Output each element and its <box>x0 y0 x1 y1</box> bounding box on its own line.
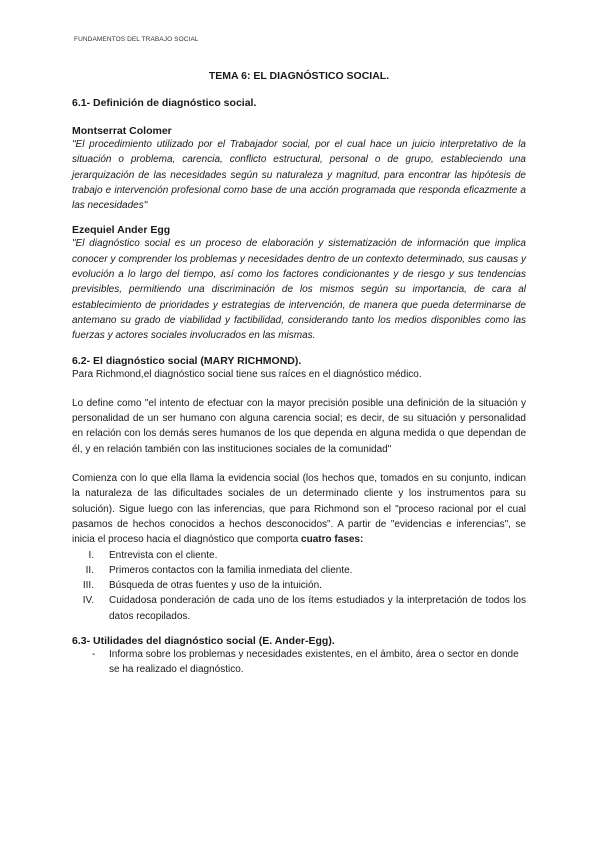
phases-list <box>72 548 526 624</box>
phase-text: Cuidadosa ponderación de cada uno de los ítems estudiados y la interpretación de todos los datos recopilados. <box>109 595 526 622</box>
document-page <box>72 70 526 678</box>
section-2-intro: Para Richmond,el diagnóstico social tiene sus raíces en el diagnóstico médico. <box>72 368 422 380</box>
author-quote: "El diagnóstico social es un proceso de elaboración y sistematización de información que implica conocer y comprender los problemas y necesidades dentro de un contexto determinado, sus causas y evolución a lo largo del tiempo, así como los factores condicionantes y de riesgo y sus tendencias previsibles, permitiendo una discriminación de los mismos según su importancia, de cara al establecimiento de prioridades y estrategias de intervención, de manera que pueda determinarse de antemano su grado de viabilidad y factibilidad, considerando tanto los medios disponibles como las fuerzas y actores sociales involucrados en las mismas. <box>72 238 526 342</box>
process-paragraph <box>72 471 526 547</box>
phase-text: Búsqueda de otras fuentes y uso de la intuición. <box>109 580 322 592</box>
list-item <box>72 548 526 563</box>
author-name: Montserrat Colomer <box>72 125 172 137</box>
phases-label: cuatro fases: <box>301 534 364 546</box>
list-item <box>72 578 526 593</box>
section-1-heading: 6.1- Definición de diagnóstico social. <box>72 97 257 109</box>
section-3-heading: 6.3- Utilidades del diagnóstico social (E. Ander-Egg). <box>72 635 335 648</box>
document-title: TEMA 6: EL DIAGNÓSTICO SOCIAL. <box>208 70 390 82</box>
roman-numeral: III. <box>82 580 94 592</box>
phase-text: Entrevista con el cliente. <box>109 549 218 561</box>
running-header: FUNDAMENTOS DEL TRABAJO SOCIAL <box>74 36 199 43</box>
list-item <box>72 563 526 578</box>
roman-numeral: II. <box>85 564 94 576</box>
section-2-heading: 6.2- El diagnóstico social (MARY RICHMOND). <box>72 354 302 367</box>
utilities-list <box>72 647 526 678</box>
author-name: Ezequiel Ander Egg <box>72 224 171 237</box>
dash-bullet: - <box>92 649 96 661</box>
process-text: Comienza con lo que ella llama la evidencia social (los hechos que, tomados en su conjunto, indican la naturaleza de las dificultades sociales de un determinado cliente y los instrumentos para su solución). Sigue luego con las inferencias, que para Richmond son el "proceso racional por el cual pasamos de hechos conocidos a hechos desconocidos". A partir de "evidencias e inferencias", se inicia el proceso hacia el diagnóstico que comporta <box>72 473 526 546</box>
roman-numeral: I. <box>88 549 94 561</box>
utility-text: Informa sobre los problemas y necesidades existentes, en el ámbito, área o sector en donde se ha realizado el diagnóstico. <box>109 649 519 676</box>
author-quote: "El procedimiento utilizado por el Trabajador social, por el cual hace un juicio interpretativo de la situación o problema, carencia, conflicto estructural, personal o de grupo, estableciendo una jerarquización de las necesidades según su naturaleza y magnitud, para encontrar las hipótesis de trabajo e intervención profesional como base de una acción programada que responda eficazmente a las necesidades" <box>72 139 526 212</box>
list-item <box>72 593 526 624</box>
phase-text: Primeros contactos con la familia inmediata del cliente. <box>109 564 353 576</box>
list-item <box>72 647 526 678</box>
roman-numeral: IV. <box>82 595 94 607</box>
richmond-definition: Lo define como "el intento de efectuar con la mayor precisión posible una definición de la situación y personalidad de un ser humano con alguna carencia social; es decir, de su situación y personalidad en relación con los demás seres humanos de los que dependa en alguna medida o que dependan de él, y en relación también con las instituciones sociales de la comunidad" <box>72 397 526 455</box>
